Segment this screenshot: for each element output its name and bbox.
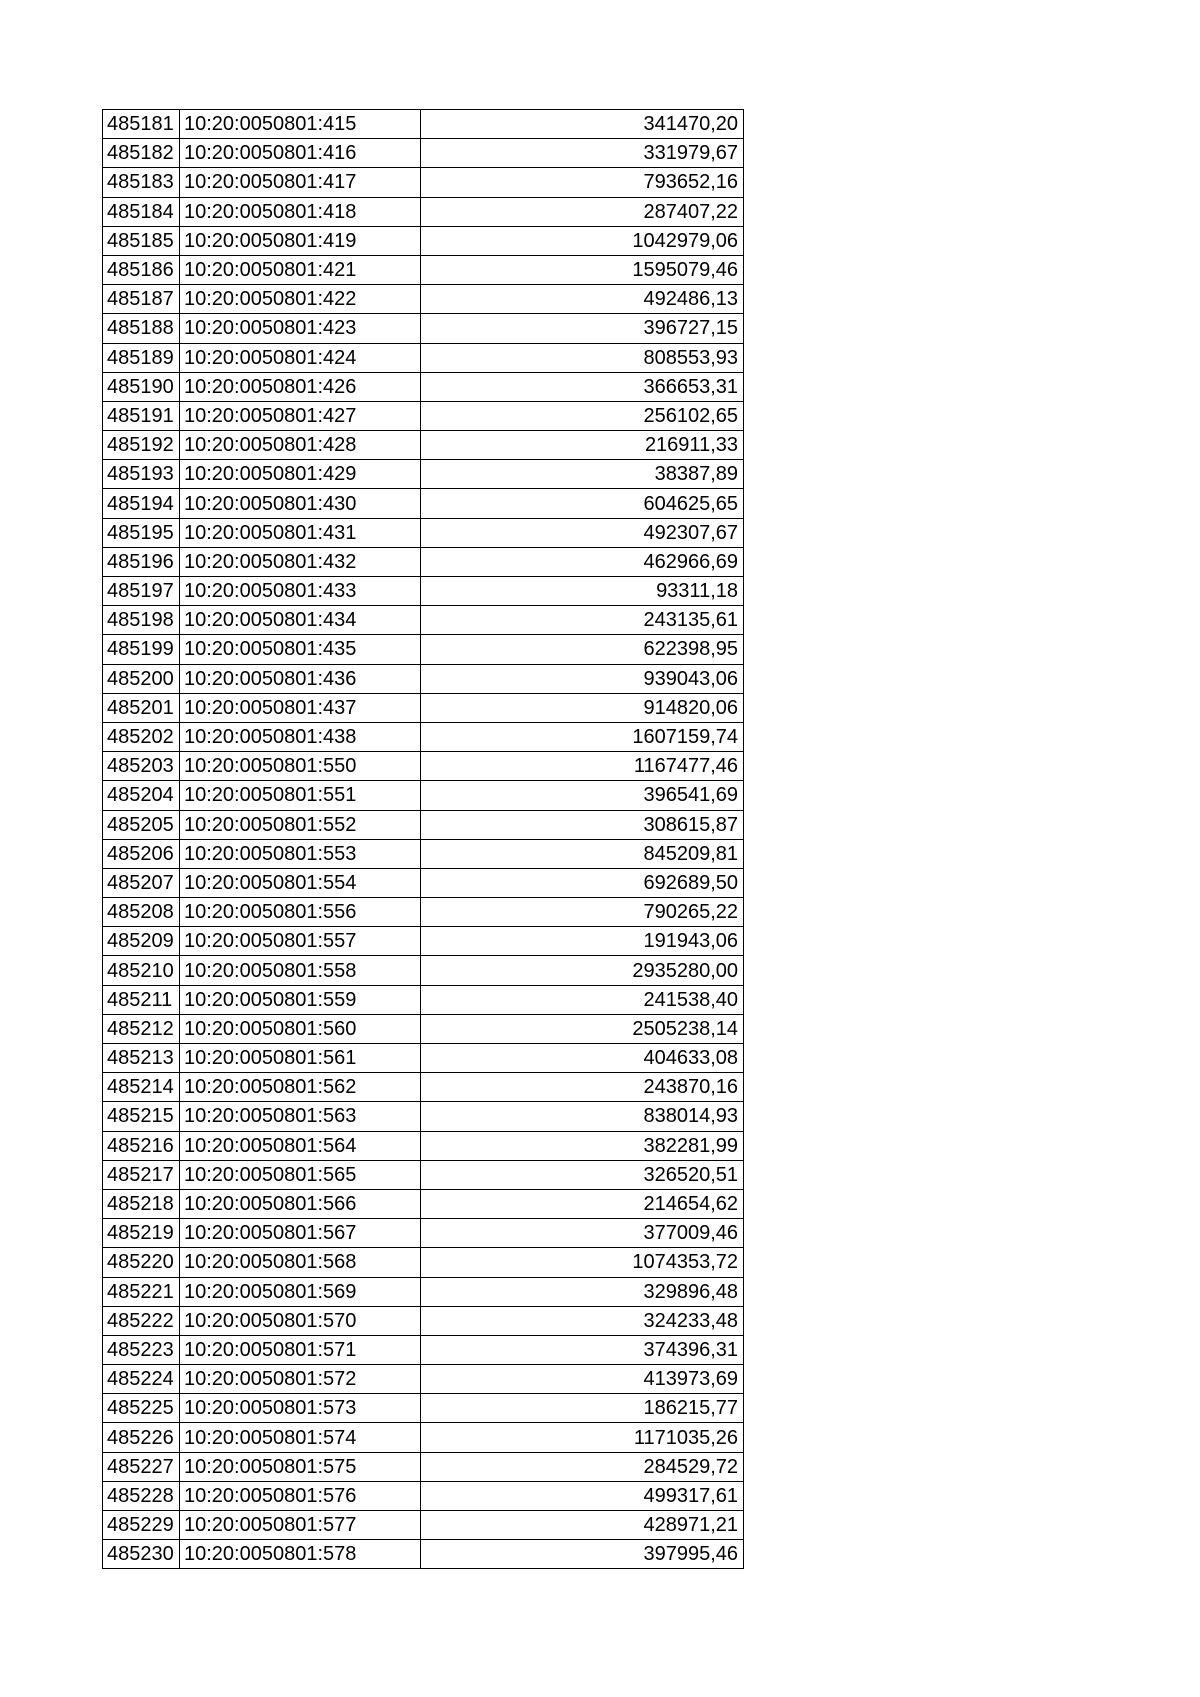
cadastral-number-cell: 10:20:0050801:423 — [180, 314, 421, 343]
row-id-cell: 485209 — [103, 927, 180, 956]
table-row — [103, 401, 744, 430]
cadastral-number-cell: 10:20:0050801:553 — [180, 839, 421, 868]
table-row — [103, 635, 744, 664]
table-row — [103, 693, 744, 722]
value-cell: 914820,06 — [421, 693, 744, 722]
cadastral-number-cell: 10:20:0050801:563 — [180, 1102, 421, 1131]
value-cell: 284529,72 — [421, 1452, 744, 1481]
value-cell: 462966,69 — [421, 547, 744, 576]
cadastral-number-cell: 10:20:0050801:427 — [180, 401, 421, 430]
cadastral-number-cell: 10:20:0050801:435 — [180, 635, 421, 664]
value-cell: 622398,95 — [421, 635, 744, 664]
cadastral-number-cell: 10:20:0050801:577 — [180, 1511, 421, 1540]
row-id-cell: 485224 — [103, 1365, 180, 1394]
value-cell: 939043,06 — [421, 664, 744, 693]
table-row — [103, 1014, 744, 1043]
value-cell: 324233,48 — [421, 1306, 744, 1335]
cadastral-number-cell: 10:20:0050801:559 — [180, 985, 421, 1014]
row-id-cell: 485223 — [103, 1335, 180, 1364]
row-id-cell: 485193 — [103, 460, 180, 489]
cadastral-number-cell: 10:20:0050801:576 — [180, 1481, 421, 1510]
row-id-cell: 485202 — [103, 722, 180, 751]
cadastral-number-cell: 10:20:0050801:572 — [180, 1365, 421, 1394]
cadastral-number-cell: 10:20:0050801:568 — [180, 1248, 421, 1277]
row-id-cell: 485219 — [103, 1219, 180, 1248]
table-row — [103, 985, 744, 1014]
table-row — [103, 1131, 744, 1160]
value-cell: 492486,13 — [421, 285, 744, 314]
table-row — [103, 1481, 744, 1510]
cadastral-number-cell: 10:20:0050801:557 — [180, 927, 421, 956]
row-id-cell: 485186 — [103, 255, 180, 284]
value-cell: 1074353,72 — [421, 1248, 744, 1277]
value-cell: 808553,93 — [421, 343, 744, 372]
row-id-cell: 485198 — [103, 606, 180, 635]
row-id-cell: 485210 — [103, 956, 180, 985]
row-id-cell: 485215 — [103, 1102, 180, 1131]
cadastral-number-cell: 10:20:0050801:424 — [180, 343, 421, 372]
table-row — [103, 1335, 744, 1364]
value-cell: 396727,15 — [421, 314, 744, 343]
row-id-cell: 485183 — [103, 168, 180, 197]
value-cell: 790265,22 — [421, 898, 744, 927]
table-row — [103, 868, 744, 897]
row-id-cell: 485199 — [103, 635, 180, 664]
table-row — [103, 1073, 744, 1102]
value-cell: 186215,77 — [421, 1394, 744, 1423]
row-id-cell: 485216 — [103, 1131, 180, 1160]
table-body — [103, 110, 744, 1569]
value-cell: 838014,93 — [421, 1102, 744, 1131]
value-cell: 214654,62 — [421, 1189, 744, 1218]
value-cell: 374396,31 — [421, 1335, 744, 1364]
row-id-cell: 485218 — [103, 1189, 180, 1218]
cadastral-number-cell: 10:20:0050801:433 — [180, 577, 421, 606]
table-row — [103, 898, 744, 927]
value-cell: 397995,46 — [421, 1540, 744, 1569]
table-row — [103, 372, 744, 401]
value-cell: 845209,81 — [421, 839, 744, 868]
cadastral-number-cell: 10:20:0050801:550 — [180, 752, 421, 781]
cadastral-number-cell: 10:20:0050801:569 — [180, 1277, 421, 1306]
value-cell: 1607159,74 — [421, 722, 744, 751]
value-cell: 793652,16 — [421, 168, 744, 197]
table-row — [103, 1248, 744, 1277]
cadastral-value-table — [102, 109, 744, 1569]
row-id-cell: 485200 — [103, 664, 180, 693]
cadastral-number-cell: 10:20:0050801:422 — [180, 285, 421, 314]
row-id-cell: 485227 — [103, 1452, 180, 1481]
cadastral-number-cell: 10:20:0050801:574 — [180, 1423, 421, 1452]
cadastral-number-cell: 10:20:0050801:552 — [180, 810, 421, 839]
cadastral-number-cell: 10:20:0050801:438 — [180, 722, 421, 751]
row-id-cell: 485188 — [103, 314, 180, 343]
table-row — [103, 1160, 744, 1189]
row-id-cell: 485182 — [103, 139, 180, 168]
value-cell: 329896,48 — [421, 1277, 744, 1306]
cadastral-number-cell: 10:20:0050801:558 — [180, 956, 421, 985]
value-cell: 191943,06 — [421, 927, 744, 956]
cadastral-number-cell: 10:20:0050801:418 — [180, 197, 421, 226]
cadastral-number-cell: 10:20:0050801:554 — [180, 868, 421, 897]
row-id-cell: 485221 — [103, 1277, 180, 1306]
table-row — [103, 1277, 744, 1306]
table-row — [103, 664, 744, 693]
value-cell: 243870,16 — [421, 1073, 744, 1102]
cadastral-number-cell: 10:20:0050801:421 — [180, 255, 421, 284]
cadastral-number-cell: 10:20:0050801:416 — [180, 139, 421, 168]
table-row — [103, 1102, 744, 1131]
row-id-cell: 485229 — [103, 1511, 180, 1540]
row-id-cell: 485187 — [103, 285, 180, 314]
cadastral-number-cell: 10:20:0050801:567 — [180, 1219, 421, 1248]
value-cell: 256102,65 — [421, 401, 744, 430]
value-cell: 377009,46 — [421, 1219, 744, 1248]
cadastral-number-cell: 10:20:0050801:426 — [180, 372, 421, 401]
table-row — [103, 1452, 744, 1481]
table-row — [103, 255, 744, 284]
cadastral-number-cell: 10:20:0050801:432 — [180, 547, 421, 576]
cadastral-number-cell: 10:20:0050801:551 — [180, 781, 421, 810]
table-row — [103, 1540, 744, 1569]
row-id-cell: 485207 — [103, 868, 180, 897]
value-cell: 499317,61 — [421, 1481, 744, 1510]
cadastral-number-cell: 10:20:0050801:417 — [180, 168, 421, 197]
value-cell: 243135,61 — [421, 606, 744, 635]
row-id-cell: 485213 — [103, 1044, 180, 1073]
value-cell: 341470,20 — [421, 110, 744, 139]
cadastral-number-cell: 10:20:0050801:419 — [180, 226, 421, 255]
row-id-cell: 485217 — [103, 1160, 180, 1189]
row-id-cell: 485228 — [103, 1481, 180, 1510]
table-row — [103, 1219, 744, 1248]
table-row — [103, 168, 744, 197]
cadastral-number-cell: 10:20:0050801:562 — [180, 1073, 421, 1102]
table-row — [103, 139, 744, 168]
value-cell: 308615,87 — [421, 810, 744, 839]
row-id-cell: 485214 — [103, 1073, 180, 1102]
cadastral-number-cell: 10:20:0050801:573 — [180, 1394, 421, 1423]
cadastral-number-cell: 10:20:0050801:436 — [180, 664, 421, 693]
cadastral-number-cell: 10:20:0050801:434 — [180, 606, 421, 635]
cadastral-number-cell: 10:20:0050801:428 — [180, 431, 421, 460]
table-row — [103, 1423, 744, 1452]
cadastral-number-cell: 10:20:0050801:556 — [180, 898, 421, 927]
row-id-cell: 485195 — [103, 518, 180, 547]
table-row — [103, 489, 744, 518]
table-row — [103, 927, 744, 956]
row-id-cell: 485206 — [103, 839, 180, 868]
table-row — [103, 839, 744, 868]
value-cell: 396541,69 — [421, 781, 744, 810]
row-id-cell: 485189 — [103, 343, 180, 372]
table-row — [103, 606, 744, 635]
row-id-cell: 485192 — [103, 431, 180, 460]
table-row — [103, 110, 744, 139]
table-row — [103, 1189, 744, 1218]
table-row — [103, 547, 744, 576]
table-row — [103, 197, 744, 226]
row-id-cell: 485226 — [103, 1423, 180, 1452]
value-cell: 93311,18 — [421, 577, 744, 606]
cadastral-number-cell: 10:20:0050801:565 — [180, 1160, 421, 1189]
row-id-cell: 485184 — [103, 197, 180, 226]
row-id-cell: 485220 — [103, 1248, 180, 1277]
cadastral-number-cell: 10:20:0050801:566 — [180, 1189, 421, 1218]
row-id-cell: 485204 — [103, 781, 180, 810]
cadastral-number-cell: 10:20:0050801:560 — [180, 1014, 421, 1043]
value-cell: 38387,89 — [421, 460, 744, 489]
value-cell: 366653,31 — [421, 372, 744, 401]
table-row — [103, 226, 744, 255]
row-id-cell: 485211 — [103, 985, 180, 1014]
table-row — [103, 1394, 744, 1423]
row-id-cell: 485205 — [103, 810, 180, 839]
table-row — [103, 956, 744, 985]
value-cell: 1042979,06 — [421, 226, 744, 255]
row-id-cell: 485190 — [103, 372, 180, 401]
row-id-cell: 485194 — [103, 489, 180, 518]
table-row — [103, 1365, 744, 1394]
value-cell: 2505238,14 — [421, 1014, 744, 1043]
table-row — [103, 431, 744, 460]
cadastral-number-cell: 10:20:0050801:430 — [180, 489, 421, 518]
cadastral-number-cell: 10:20:0050801:431 — [180, 518, 421, 547]
cadastral-number-cell: 10:20:0050801:437 — [180, 693, 421, 722]
table-row — [103, 722, 744, 751]
cadastral-number-cell: 10:20:0050801:429 — [180, 460, 421, 489]
table-row — [103, 781, 744, 810]
cadastral-number-cell: 10:20:0050801:561 — [180, 1044, 421, 1073]
value-cell: 404633,08 — [421, 1044, 744, 1073]
row-id-cell: 485203 — [103, 752, 180, 781]
cadastral-number-cell: 10:20:0050801:578 — [180, 1540, 421, 1569]
value-cell: 1167477,46 — [421, 752, 744, 781]
row-id-cell: 485181 — [103, 110, 180, 139]
cadastral-number-cell: 10:20:0050801:415 — [180, 110, 421, 139]
table-row — [103, 343, 744, 372]
cadastral-number-cell: 10:20:0050801:571 — [180, 1335, 421, 1364]
value-cell: 241538,40 — [421, 985, 744, 1014]
cadastral-number-cell: 10:20:0050801:570 — [180, 1306, 421, 1335]
table-row — [103, 752, 744, 781]
table-row — [103, 1044, 744, 1073]
row-id-cell: 485208 — [103, 898, 180, 927]
value-cell: 287407,22 — [421, 197, 744, 226]
table-row — [103, 1306, 744, 1335]
value-cell: 331979,67 — [421, 139, 744, 168]
value-cell: 604625,65 — [421, 489, 744, 518]
value-cell: 216911,33 — [421, 431, 744, 460]
table-row — [103, 577, 744, 606]
row-id-cell: 485230 — [103, 1540, 180, 1569]
table-row — [103, 285, 744, 314]
value-cell: 2935280,00 — [421, 956, 744, 985]
row-id-cell: 485225 — [103, 1394, 180, 1423]
value-cell: 413973,69 — [421, 1365, 744, 1394]
row-id-cell: 485196 — [103, 547, 180, 576]
value-cell: 1595079,46 — [421, 255, 744, 284]
value-cell: 428971,21 — [421, 1511, 744, 1540]
row-id-cell: 485197 — [103, 577, 180, 606]
value-cell: 326520,51 — [421, 1160, 744, 1189]
row-id-cell: 485191 — [103, 401, 180, 430]
table-row — [103, 518, 744, 547]
table-row — [103, 314, 744, 343]
row-id-cell: 485212 — [103, 1014, 180, 1043]
row-id-cell: 485201 — [103, 693, 180, 722]
table-row — [103, 460, 744, 489]
value-cell: 382281,99 — [421, 1131, 744, 1160]
value-cell: 492307,67 — [421, 518, 744, 547]
value-cell: 1171035,26 — [421, 1423, 744, 1452]
table-row — [103, 810, 744, 839]
table-row — [103, 1511, 744, 1540]
value-cell: 692689,50 — [421, 868, 744, 897]
document-page — [102, 109, 744, 1569]
cadastral-number-cell: 10:20:0050801:564 — [180, 1131, 421, 1160]
cadastral-number-cell: 10:20:0050801:575 — [180, 1452, 421, 1481]
row-id-cell: 485222 — [103, 1306, 180, 1335]
row-id-cell: 485185 — [103, 226, 180, 255]
